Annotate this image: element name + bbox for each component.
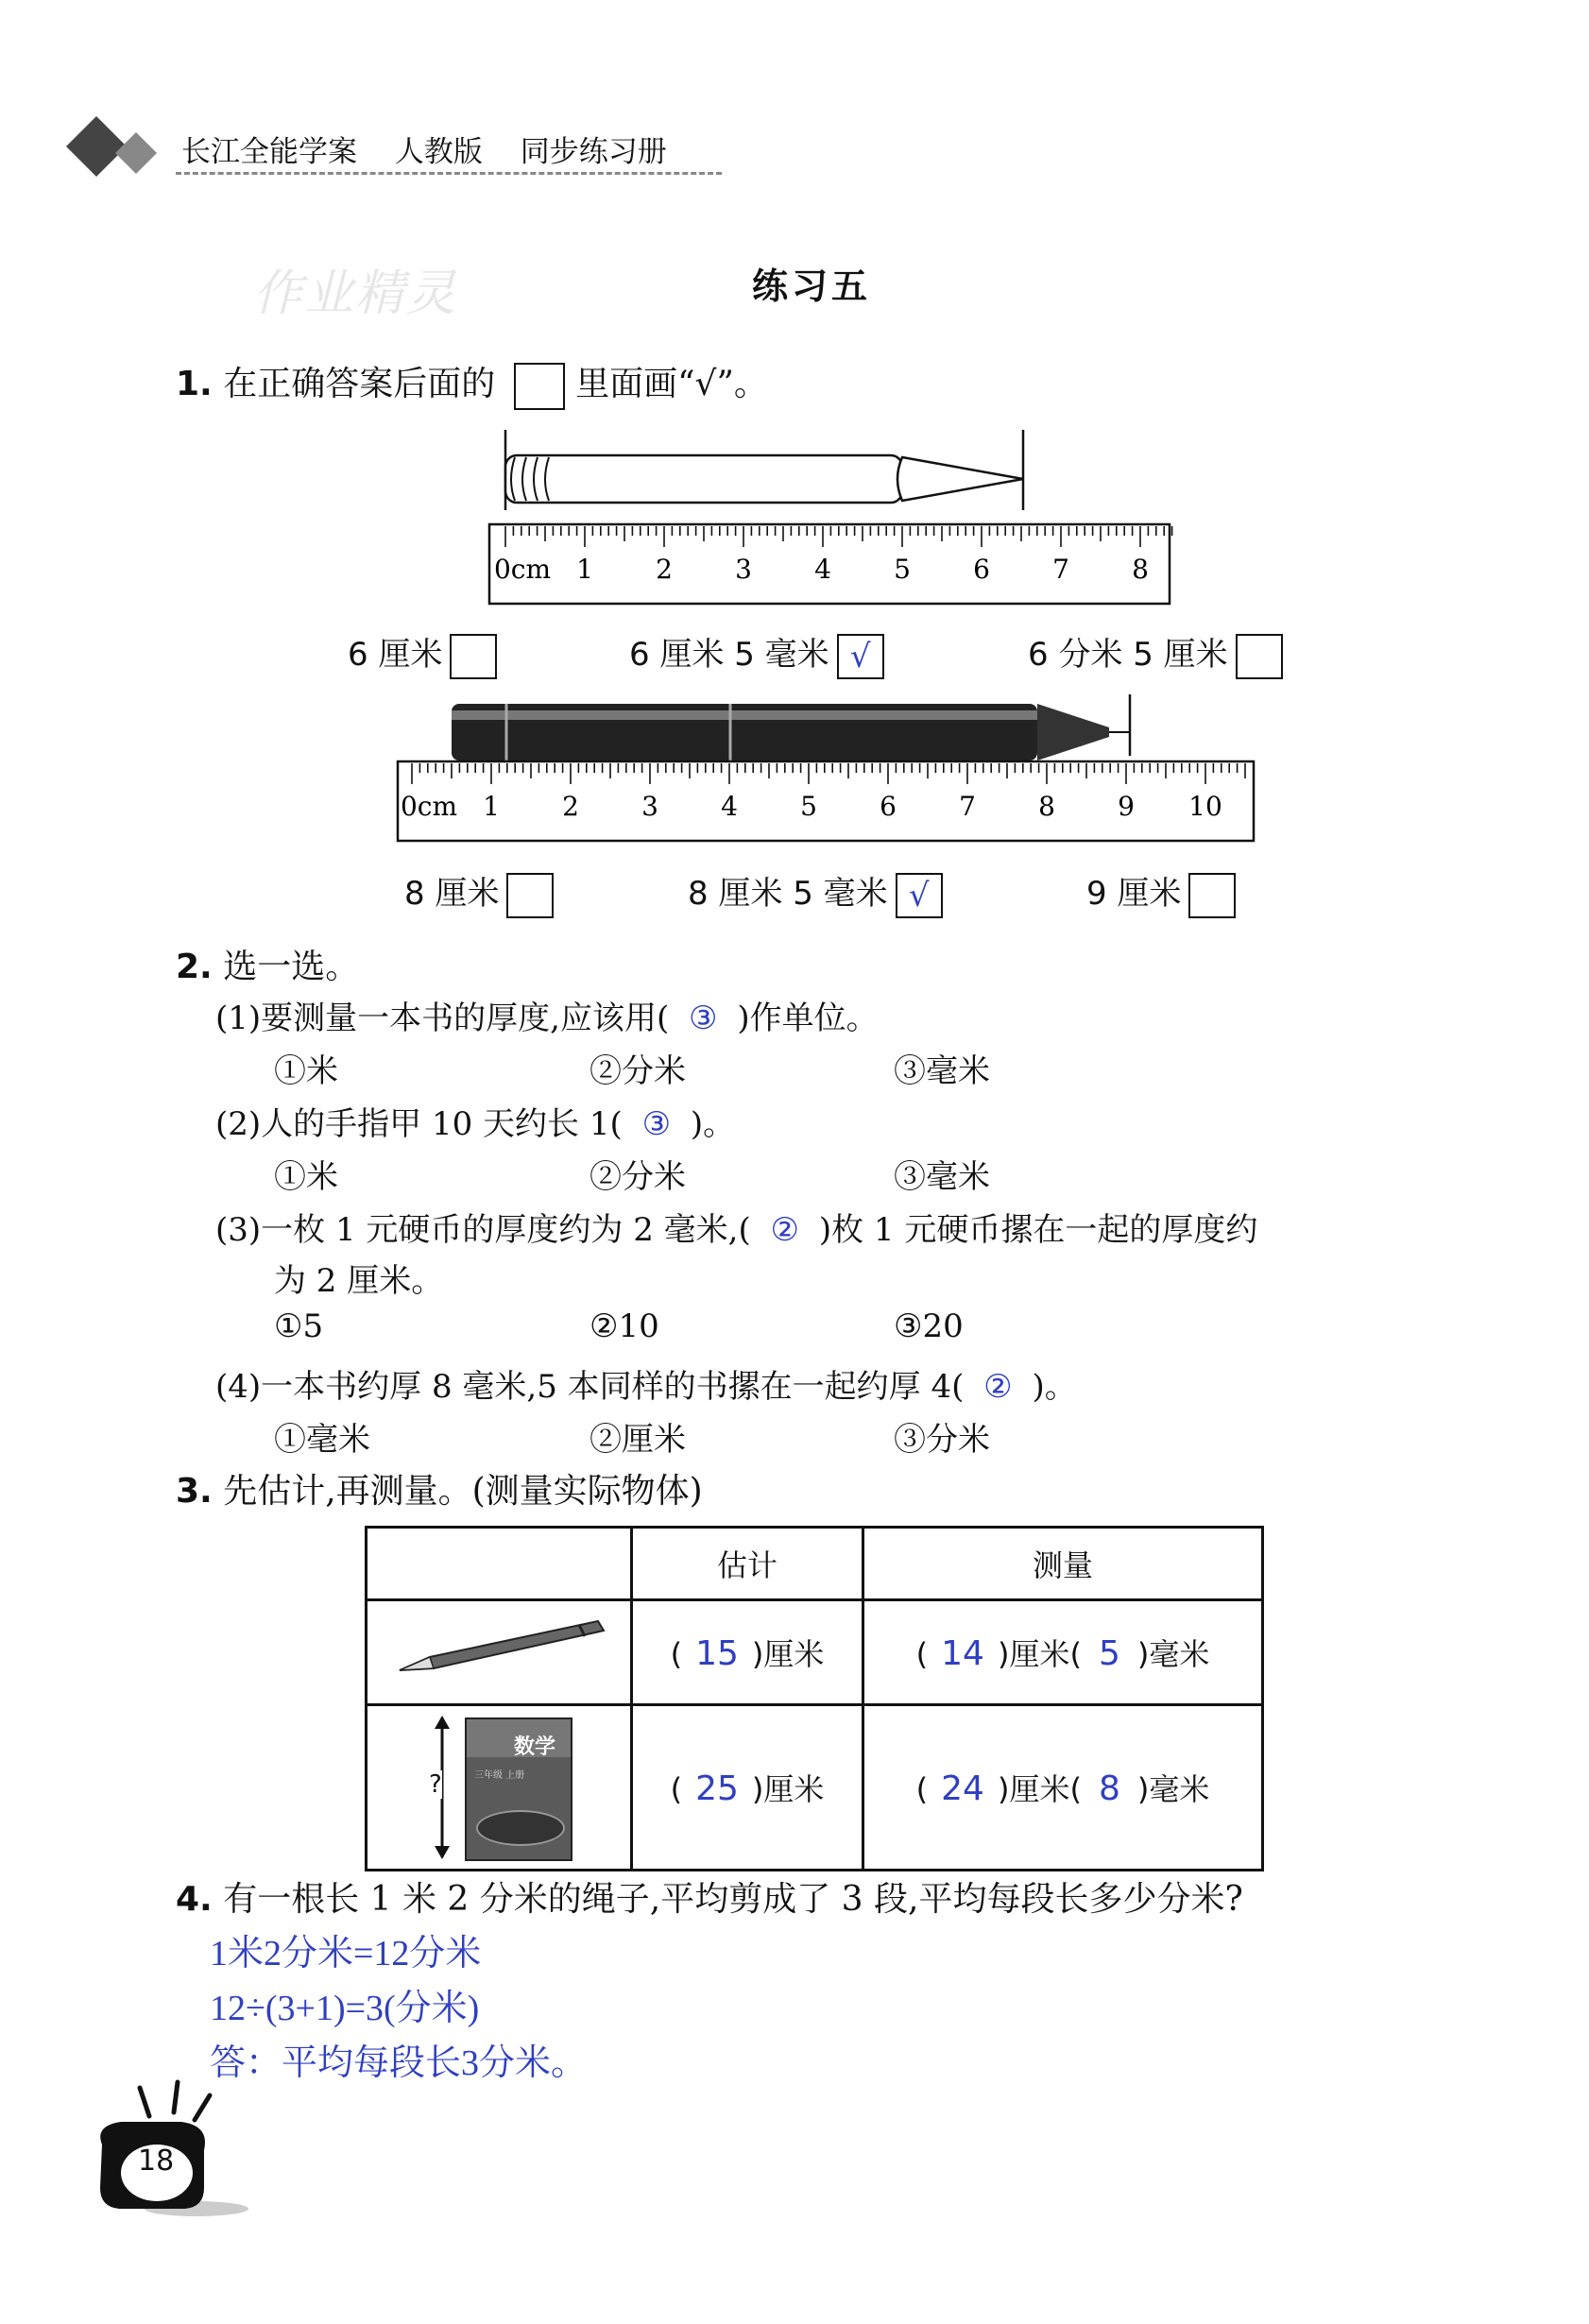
option-label: 8 厘米 [404,875,500,913]
ruler-tick-label: 6 [973,554,990,585]
q2-1-answer[interactable]: ③ [689,1000,718,1037]
q3-stem-text: 先估计,再测量。(测量实际物体) [223,1472,703,1511]
option: ①米 [274,1052,338,1090]
option: ①毫米 [274,1421,370,1459]
ruler-tick-label: 2 [656,554,673,585]
q2-item-2 [215,1098,735,1144]
q1-sample-box [514,363,565,410]
table-header-row [367,1528,1263,1600]
book-subtitle: 三年级 上册 [474,1770,525,1781]
ruler-1 [489,524,1176,604]
header-blank [367,1528,632,1600]
q2-3-text-a: (3)一枚 1 元硬币的厚度约为 2 毫米,( [215,1211,751,1249]
pencil-cell [367,1600,632,1705]
header-edition: 人教版 [394,135,483,169]
q1-row2-opt3 [1086,867,1236,918]
ruler-tick-label: 5 [894,554,911,585]
header-book: 长江全能学案 [181,135,357,169]
ruler-tick-label: 0cm [493,554,552,585]
ruler-tick-label: 4 [721,791,738,822]
q3-stem [176,1464,703,1512]
q2-item-1 [215,992,879,1038]
q1-row2-opt2 [688,867,943,918]
table-row [367,1600,1263,1705]
option-label: 9 厘米 [1086,875,1182,913]
answer-box[interactable] [506,873,554,918]
ruler-tick-label: 8 [1038,791,1055,822]
answer-box[interactable]: √ [837,634,884,679]
option: ①5 [274,1307,324,1345]
ruler-tick-label: 6 [880,791,897,822]
unit: 厘米 [1009,1771,1070,1807]
answer-box[interactable] [1236,634,1283,679]
estimate-value[interactable]: 25 [695,1769,739,1808]
ruler-tick-label: 2 [562,791,579,822]
unit: 厘米 [1009,1636,1070,1672]
q2-1-text-a: (1)要测量一本书的厚度,应该用( [215,1000,670,1037]
ruler-tick-label: 10 [1188,791,1222,822]
q1-stem-a: 在正确答案后面的 [223,365,496,403]
q2-stem [176,940,359,988]
ruler-tick-label: 8 [1132,554,1149,585]
q2-item-3 [215,1204,1257,1250]
q4-stem [176,1872,1243,1921]
option-label: 6 分米 5 厘米 [1028,636,1228,674]
q1-row1-opt3 [1028,628,1283,679]
header-estimate: 估计 [632,1528,863,1600]
q2-2-answer[interactable]: ③ [641,1105,672,1143]
q4-work-line-1: 1米2分米=12分米 [210,1934,482,1974]
q2-2-text-a: (2)人的手指甲 10 天约长 1( [215,1105,623,1143]
header-diamond-icon [59,111,172,187]
book-question-mark: ? [429,1770,442,1799]
q2-3-text-c: 为 2 厘米。 [274,1262,444,1300]
option: ②10 [589,1307,659,1345]
q1-number: 1. [176,365,213,403]
measure-cell: ( 14 )厘米( 5 )毫米 [863,1600,1263,1705]
unit: 毫米 [1149,1636,1210,1672]
q1-row1-opt2 [629,628,884,679]
ruler-tick-label: 3 [735,554,752,585]
unit: 厘米 [763,1771,825,1807]
ruler-tick-label: 7 [959,791,976,822]
watermark: 作业精灵 [253,265,458,322]
page-number: 18 [138,2145,175,2178]
answer-box[interactable] [1188,873,1236,918]
ruler-2-figure [395,690,1264,850]
header-series: 同步练习册 [520,135,667,169]
q2-number: 2. [176,948,213,986]
answer-box[interactable]: √ [896,873,943,918]
q1-row1-opt1 [348,628,497,679]
measure-cm-value[interactable]: 24 [941,1769,984,1808]
q2-1-text-b: )作单位。 [737,1000,879,1037]
option: ②分米 [589,1158,686,1196]
q2-4-answer[interactable]: ② [983,1368,1013,1406]
pencil-1 [505,455,1023,503]
measure-cm-value[interactable]: 14 [941,1634,984,1673]
table-row [367,1705,1263,1871]
ruler-tick-label: 9 [1118,791,1135,822]
q1-row2-opt1 [404,867,554,918]
option-label: 6 厘米 [348,636,443,674]
header-divider [176,172,722,175]
option: ②厘米 [589,1421,686,1459]
q2-2-text-b: )。 [690,1105,736,1143]
ruler-1-figure [487,425,1176,614]
ruler-tick-label: 1 [483,791,500,822]
q4-answer: 答：平均每段长3分米。 [210,2043,588,2083]
estimate-table [365,1526,1264,1871]
math-book-icon [465,1717,572,1861]
option: ③20 [894,1307,964,1345]
q2-item-4 [215,1360,1077,1407]
option: ①米 [274,1158,338,1196]
pen-2 [452,694,1130,760]
measure-mm-value[interactable]: 5 [1098,1634,1120,1673]
measure-mm-value[interactable]: 8 [1098,1769,1120,1808]
pencil-icon [390,1615,607,1682]
q2-3-text-b: )枚 1 元硬币摞在一起的厚度约 [818,1211,1258,1249]
q2-4-text-a: (4)一本书约厚 8 毫米,5 本同样的书摞在一起约厚 4( [215,1368,965,1406]
book-title: 数学 [514,1735,556,1759]
q1-stem [176,357,768,410]
q2-stem-text: 选一选。 [223,948,360,986]
ruler-tick-label: 1 [576,554,593,585]
unit: 厘米 [763,1636,825,1672]
ruler-tick-label: 0cm [400,791,458,822]
option: ③分米 [894,1421,990,1459]
estimate-cell: ( 25 )厘米 [632,1705,863,1871]
q3-number: 3. [176,1472,213,1511]
option: ③毫米 [894,1158,990,1196]
ruler-tick-label: 5 [800,791,817,822]
ruler-tick-label: 3 [641,791,658,822]
unit: 毫米 [1149,1771,1210,1807]
q2-3-answer[interactable]: ② [770,1211,800,1249]
book-cell [367,1705,632,1871]
ruler-2 [398,761,1254,841]
header [181,128,667,170]
measure-cell: ( 24 )厘米( 8 )毫米 [863,1705,1263,1871]
option: ③毫米 [894,1052,990,1090]
q4-work-line-2: 12÷(3+1)=3(分米) [210,1989,480,2028]
page-title: 练习五 [752,265,872,307]
ruler-tick-label: 7 [1052,554,1069,585]
header-measure: 测量 [863,1528,1263,1600]
q1-stem-b: 里面画“√”。 [575,365,768,403]
option-label: 6 厘米 5 毫米 [629,636,829,674]
option-label: 8 厘米 5 毫米 [688,875,888,913]
option: ②分米 [589,1052,686,1090]
q4-number: 4. [176,1880,213,1919]
estimate-cell: ( 15 )厘米 [632,1600,863,1705]
ruler-tick-label: 4 [814,554,831,585]
q2-4-text-b: )。 [1032,1368,1077,1406]
estimate-value[interactable]: 15 [695,1634,739,1673]
answer-box[interactable] [450,634,497,679]
q4-stem-text: 有一根长 1 米 2 分米的绳子,平均剪成了 3 段,平均每段长多少分米? [223,1880,1243,1919]
